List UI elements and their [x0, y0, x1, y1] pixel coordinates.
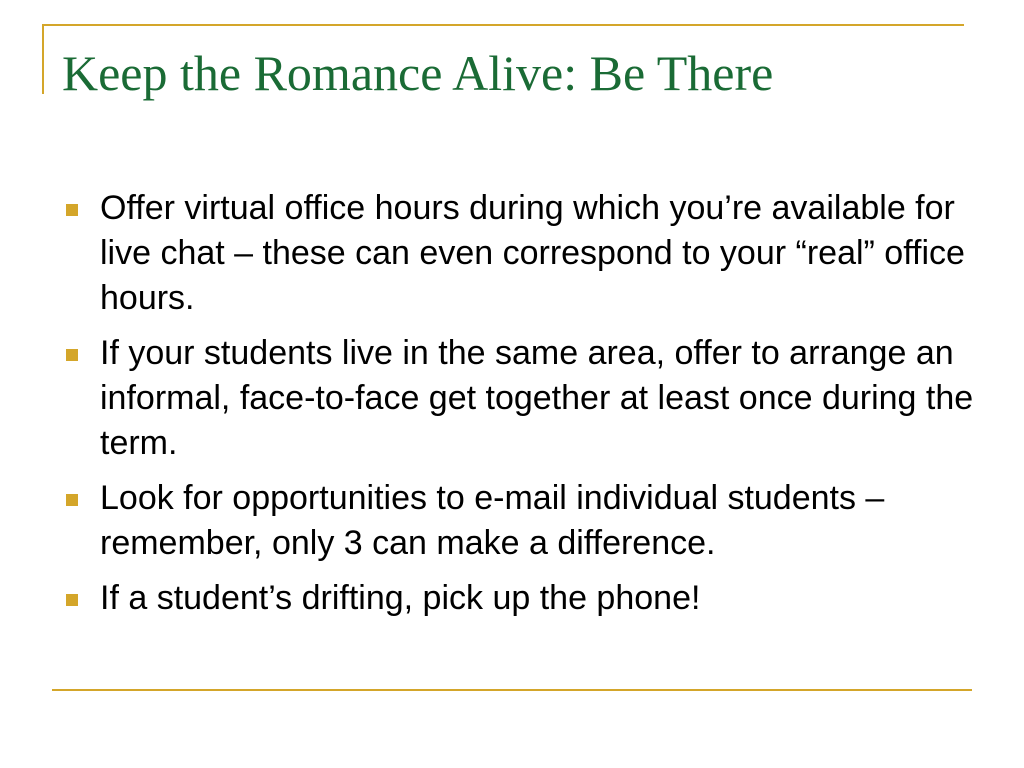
square-bullet-icon: [66, 594, 78, 606]
bullet-text: If a student’s drifting, pick up the phone!: [100, 579, 701, 617]
bullet-item: [62, 576, 982, 621]
square-bullet-icon: [66, 204, 78, 216]
bullet-item: [62, 186, 982, 321]
bullet-text: Look for opportunities to e-mail individual students – remember, only 3 can make a difference.: [100, 479, 885, 562]
square-bullet-icon: [66, 349, 78, 361]
bullet-item: [62, 331, 982, 466]
top-divider: [42, 24, 964, 26]
slide-title: Keep the Romance Alive: Be There: [62, 45, 774, 101]
left-divider: [42, 24, 44, 94]
bullet-item: [62, 476, 982, 566]
bottom-divider: [52, 689, 972, 691]
bullet-list: [62, 186, 982, 631]
square-bullet-icon: [66, 494, 78, 506]
bullet-text: Offer virtual office hours during which you’re available for live chat – these can even correspond to your “real” office hours.: [100, 189, 965, 317]
bullet-text: If your students live in the same area, offer to arrange an informal, face-to-face get together at least once during the term.: [100, 334, 974, 462]
